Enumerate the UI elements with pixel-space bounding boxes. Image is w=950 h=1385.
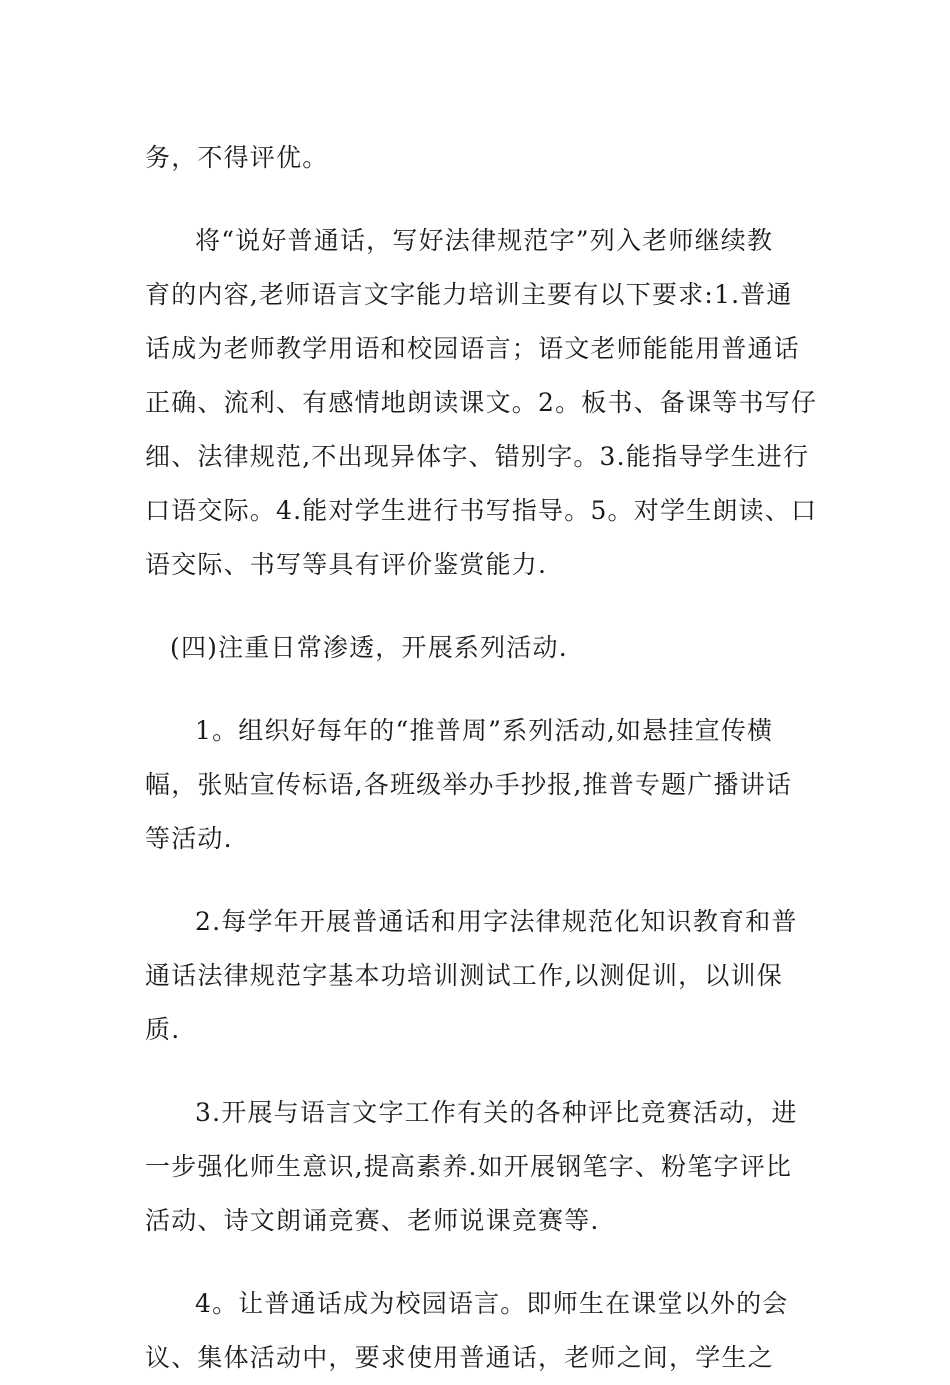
text-line: 2.每学年开展普通话和用字法律规范化知识教育和普	[195, 907, 798, 936]
text-line: 通话法律规范字基本功培训测试工作,以测促训，以训保	[145, 961, 783, 990]
text-line: 等活动.	[145, 824, 233, 853]
paragraph-continuation	[145, 131, 807, 185]
list-item-4	[145, 1277, 807, 1385]
text-line: 3.开展与语言文字工作有关的各种评比竞赛活动，进	[195, 1098, 798, 1127]
text-line: 正确、流利、有感情地朗读课文。2。板书、备课等书写仔	[145, 388, 818, 417]
paragraph-teacher-training	[145, 214, 818, 592]
text-line: 一步强化师生意识,提高素养.如开展钢笔字、粉笔字评比	[145, 1152, 793, 1181]
document-body	[145, 131, 818, 1385]
text-line: 口语交际。4.能对学生进行书写指导。5。对学生朗读、口	[145, 496, 818, 525]
text-line: 将“说好普通话，写好法律规范字”列入老师继续教	[195, 226, 774, 255]
text-line: 议、集体活动中，要求使用普通话，老师之间，学生之	[145, 1343, 774, 1372]
text-line: 1。组织好每年的“推普周”系列活动,如悬挂宣传横	[195, 716, 774, 745]
text-line: 话成为老师教学用语和校园语言；语文老师能能用普通话	[145, 334, 801, 363]
text-line: 细、法律规范,不出现异体字、错别字。3.能指导学生进行	[145, 442, 810, 471]
text-line: 语交际、书写等具有评价鉴赏能力.	[145, 550, 548, 579]
list-item-1	[145, 704, 807, 866]
text-line: 育的内容,老师语言文字能力培训主要有以下要求:1.普通	[145, 280, 793, 309]
text-line: 4。让普通话成为校园语言。即师生在课堂以外的会	[195, 1289, 789, 1318]
text-line: 质.	[145, 1015, 181, 1044]
section-heading	[145, 621, 807, 675]
text-line: 务，不得评优。	[145, 143, 329, 172]
text-line: 幅，张贴宣传标语,各班级举办手抄报,推普专题广播讲话	[145, 770, 793, 799]
list-item-3	[145, 1086, 807, 1248]
list-item-2	[145, 895, 807, 1057]
text-line: (四)注重日常渗透，开展系列活动.	[170, 633, 568, 662]
text-line: 活动、诗文朗诵竞赛、老师说课竞赛等.	[145, 1206, 600, 1235]
